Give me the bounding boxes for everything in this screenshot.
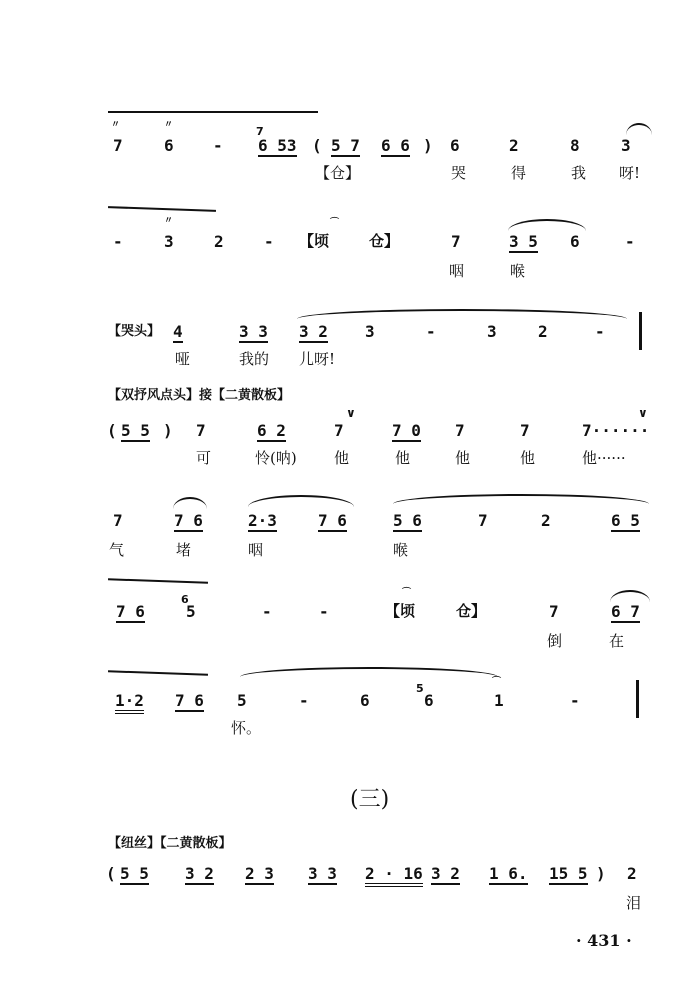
lyric: 哑 (175, 350, 191, 368)
lyric: 喉 (393, 541, 409, 559)
slur-line (108, 670, 208, 675)
note: 5 5 (121, 421, 150, 440)
note: 2 3 (245, 864, 274, 883)
note: 5 (237, 691, 247, 710)
note: 2 (538, 322, 548, 341)
note: 7······ (582, 421, 650, 440)
note: 2 (627, 864, 637, 883)
note: - (262, 602, 272, 621)
lyric: 我 (571, 164, 587, 182)
note: 6 5 (611, 511, 640, 530)
note: 2 (541, 511, 551, 530)
breath-mark: ∨ (346, 406, 356, 420)
note: 5 5 (120, 864, 149, 883)
slur-line (108, 111, 318, 113)
lyric: 他 (395, 449, 411, 467)
note: 3 3 (308, 864, 337, 883)
note: 15 5 (549, 864, 588, 883)
note: - (625, 232, 635, 251)
barline (636, 680, 639, 718)
note: 6 2 (257, 421, 286, 440)
fermata-icon: ⌒ (492, 677, 502, 687)
note: - (570, 691, 580, 710)
bracket: ) (596, 864, 606, 883)
fermata-icon: ⌒ (402, 588, 412, 598)
note: 3 2 (185, 864, 214, 883)
slur-arc (240, 667, 498, 677)
slur-arc (393, 494, 649, 504)
fermata-icon: ⌒ (330, 218, 340, 228)
note: 3 2 (299, 322, 328, 341)
note: 6 (164, 136, 174, 155)
lyric: 他······ (582, 449, 626, 467)
bracket: ( (107, 421, 117, 440)
tremolo-mark: 〃 (111, 120, 121, 130)
lyric: 泪 (626, 894, 642, 912)
grace-note: 5 (416, 682, 424, 695)
note: 6 (570, 232, 580, 251)
lyric: 倒 (547, 632, 563, 650)
note: 2 · 16 (365, 866, 423, 887)
lyric: 我的 (239, 350, 270, 368)
bracket: ) (163, 421, 173, 440)
note: 2 (214, 232, 224, 251)
slur-arc (297, 309, 627, 319)
lyric: 他 (520, 449, 536, 467)
lyric: 呀! (619, 164, 641, 182)
note: 6 7 (611, 602, 640, 621)
lyric: 堵 (176, 541, 192, 559)
percussion-mark: 仓】 (369, 232, 400, 250)
bracket: ) (423, 136, 433, 155)
note: 1·2 (115, 693, 144, 714)
note: 7 (455, 421, 465, 440)
note: 6 (450, 136, 460, 155)
lyric: 他 (455, 449, 471, 467)
note: 5 (186, 602, 196, 621)
note: 7 (451, 232, 461, 251)
slur-arc (610, 590, 650, 602)
slur-arc (173, 497, 207, 509)
note: 3 (487, 322, 497, 341)
note: 1 6. (489, 864, 528, 883)
percussion-mark: 仓】 (456, 602, 487, 620)
note: 7 (478, 511, 488, 530)
percussion-mark: 【顷 (385, 602, 416, 620)
note: 7 6 (116, 602, 145, 621)
page-number: · 431 · (576, 931, 632, 950)
section-title: (三) (350, 787, 390, 812)
note: 7 6 (174, 511, 203, 530)
tremolo-mark: 〃 (164, 216, 174, 226)
note: - (213, 136, 223, 155)
note: 7 6 (318, 511, 347, 530)
lyric: 儿呀! (299, 350, 336, 368)
slur-arc (508, 219, 586, 231)
note: 6 53 (258, 136, 297, 155)
note: 4 (173, 322, 183, 341)
lyric: 可 (196, 449, 212, 467)
lyric: 咽 (449, 262, 465, 280)
barline (639, 312, 642, 350)
slur-arc (626, 123, 652, 135)
tremolo-mark: 〃 (164, 120, 174, 130)
note: - (299, 691, 309, 710)
note: 3 3 (239, 322, 268, 341)
note: 5 6 (393, 511, 422, 530)
breath-mark: ∨ (638, 406, 648, 420)
slur-arc (248, 495, 354, 507)
grace-note: 7 (256, 125, 264, 138)
bracket: ( (106, 864, 116, 883)
note: - (113, 232, 123, 251)
note: 6 6 (381, 136, 410, 155)
section-header: 【双抒风点头】接【二黄散板】 (108, 388, 291, 403)
bracket: ( (312, 136, 322, 155)
lyric: 气 (109, 541, 125, 559)
slur-line (108, 206, 216, 212)
note: 7 (520, 421, 530, 440)
lyric: 咽 (248, 541, 264, 559)
lyric: 怜(呐) (255, 449, 297, 467)
note: - (426, 322, 436, 341)
grace-note: 6 (181, 593, 189, 606)
note: 6 (360, 691, 370, 710)
note: - (595, 322, 605, 341)
note: 3 2 (431, 864, 460, 883)
lyric: 在 (609, 632, 625, 650)
percussion-mark: 【顷 (299, 232, 330, 250)
note: 7 (549, 602, 559, 621)
lyric: 怀。 (231, 719, 262, 737)
lyric: 得 (511, 164, 527, 182)
section-header: 【纽丝】【二黄散板】 (108, 836, 232, 851)
note: 5 7 (331, 136, 360, 155)
note: 3 5 (509, 232, 538, 251)
note: 7 0 (392, 421, 421, 440)
note: 2·3 (248, 511, 277, 530)
note: 6 (424, 691, 434, 710)
lyric: 哭 (451, 164, 467, 182)
lyric: 【仓】 (315, 164, 361, 182)
lyric: 喉 (510, 262, 526, 280)
note: 7 6 (175, 691, 204, 710)
note: 7 (113, 511, 123, 530)
note: 1 (494, 691, 504, 710)
lyric: 他 (334, 449, 350, 467)
note: 7 (334, 421, 344, 440)
percussion-mark: 【哭头】 (108, 324, 161, 339)
note: 2 (509, 136, 519, 155)
note: 3 (164, 232, 174, 251)
note: 3 (365, 322, 375, 341)
note: 7 (196, 421, 206, 440)
note: 7 (113, 136, 123, 155)
note: - (264, 232, 274, 251)
slur-line (108, 578, 208, 583)
note: 8 (570, 136, 580, 155)
note: 3 (621, 136, 631, 155)
note: - (319, 602, 329, 621)
